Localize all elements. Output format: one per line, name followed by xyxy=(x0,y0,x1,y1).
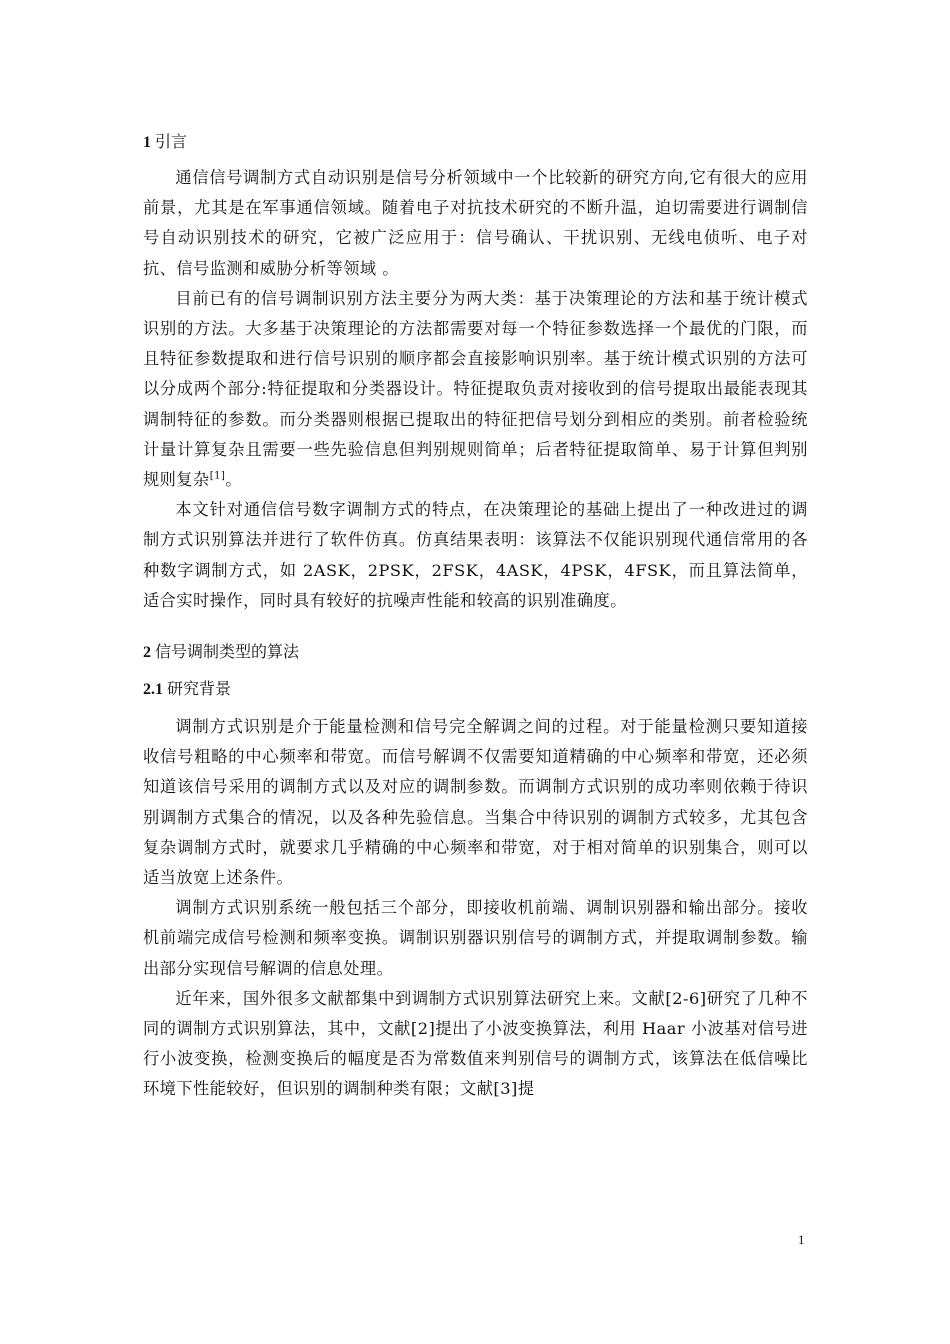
subsection-heading-background xyxy=(143,675,808,704)
subsection-title: 研究背景 xyxy=(167,679,232,699)
paragraph: 近年来，国外很多文献都集中到调制方式识别算法研究上来。文献[2-6]研究了几种不同的调制方式识别算法，其中，文献[2]提出了小波变换算法，利用 Haar 小波基对信号进行小波变换，检测变换后的幅度是否为常数值来判别信号的调制方式，该算法在低信噪比环境下性能较好，但识别的调制种类有限；文献[3]提 xyxy=(143,988,808,1099)
section-number: 1 xyxy=(143,134,151,151)
paragraph-text: 目前已有的信号调制识别方法主要分为两大类：基于决策理论的方法和基于统计模式识别的方法。大多基于决策理论的方法都需要对每一个特征参数选择一个最优的门限，而且特征参数提取和进行信号识别的顺序都会直接影响识别率。基于统计模式识别的方法可以分成两个部分:特征提取和分类器设计。特征提取负责对接收到的信号提取出最能表现其调制特征的参数。而分类器则根据已提取出的特征把信号划分到相应的类别。前者检验统计量计算复杂且需要一些先验信息但判别规则简单；后者特征提取简单、易于计算但判别规则复杂 xyxy=(143,288,808,490)
citation-marker: [1] xyxy=(209,470,226,482)
paragraph: 调制方式识别系统一般包括三个部分，即接收机前端、调制识别器和输出部分。接收机前端完成信号检测和频率变换。调制识别器识别信号的调制方式，并提取调制参数。输出部分实现信号解调的信息处理。 xyxy=(143,898,808,978)
paragraph: 通信信号调制方式自动识别是信号分析领域中一个比较新的研究方向,它有很大的应用前景，尤其是在军事通信领域。随着电子对抗技术研究的不断升温，迫切需要进行调制信号自动识别技术的研究，它被广泛应用于：信号确认、干扰识别、无线电侦听、电子对抗、信号监测和威胁分析等领域 。 xyxy=(143,168,808,278)
page-content xyxy=(143,128,808,1105)
section-heading-intro xyxy=(143,128,808,157)
section-number: 2 xyxy=(143,644,151,662)
paragraph: 调制方式识别是介于能量检测和信号完全解调之间的过程。对于能量检测只要知道接收信号粗略的中心频率和带宽。而信号解调不仅需要知道精确的中心频率和带宽，还必须知道该信号采用的调制方式以及对应的调制参数。而调制方式识别的成功率则依赖于待识别调制方式集合的情况，以及各种先验信息。当集合中待识别的调制方式较多，尤其包含复杂调制方式时，就要求几乎精确的中心频率和带宽，对于相对简单的识别集合，则可以适当放宽上述条件。 xyxy=(143,717,808,888)
section-title: 引言 xyxy=(155,132,188,151)
page-number: 1 xyxy=(798,1232,805,1247)
subsection-number: 2.1 xyxy=(143,681,163,699)
paragraph: 本文针对通信信号数字调制方式的特点，在决策理论的基础上提出了一种改进过的调制方式识别算法并进行了软件仿真。仿真结果表明：该算法不仅能识别现代通信常用的各种数字调制方式，如 2ASK，2PSK，2FSK，4ASK，4PSK，4FSK，而且算法简单，适合实时操作，同时具有较好的抗噪声性能和较高的识别准确度。 xyxy=(143,500,808,610)
section-heading-algorithm xyxy=(143,638,808,667)
paragraph: 目前已有的信号调制识别方法主要分为两大类：基于决策理论的方法和基于统计模式识别的方法。大多基于决策理论的方法都需要对每一个特征参数选择一个最优的门限，而且特征参数提取和进行信号识别的顺序都会直接影响识别率。基于统计模式识别的方法可以分成两个部分:特征提取和分类器设计。特征提取负责对接收到的信号提取出最能表现其调制特征的参数。而分类器则根据已提取出的特征把信号划分到相应的类别。前者检验统计量计算复杂且需要一些先验信息但判别规则简单；后者特征提取简单、易于计算但判别规则复杂[1]。 xyxy=(143,288,808,490)
section-title: 信号调制类型的算法 xyxy=(155,642,300,662)
